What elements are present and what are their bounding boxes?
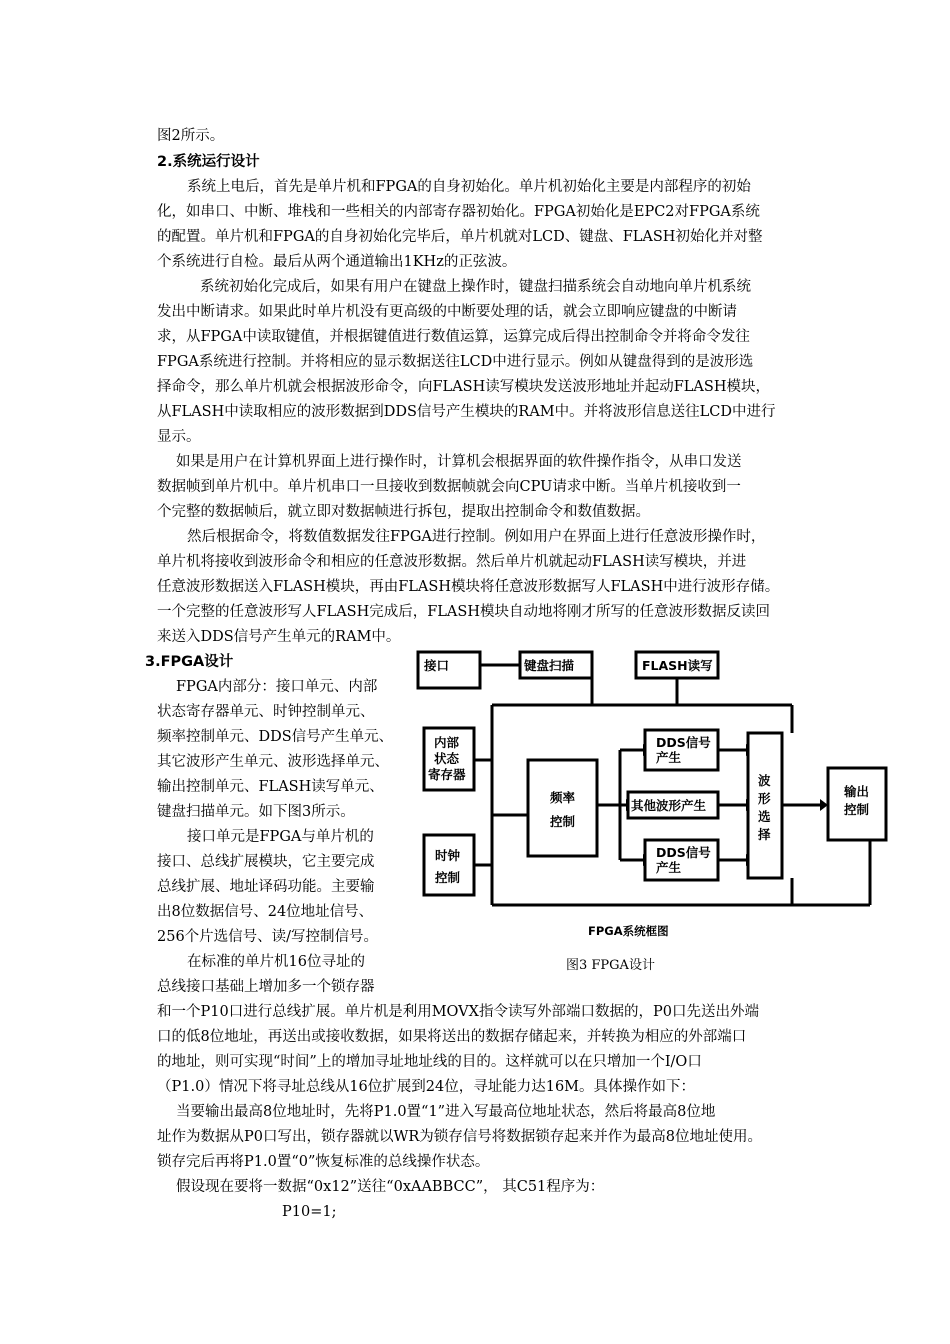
text-line: 显示。 <box>157 429 201 445</box>
text-line: 其它波形产生单元、波形选择单元、 <box>157 754 389 770</box>
text-line: 键盘扫描单元。如下图3所示。 <box>157 804 355 820</box>
text-line: （P1.0）情况下将寻址总线从16位扩展到24位，寻址能力达16M。具体操作如下： <box>157 1079 696 1095</box>
section-heading: 2.系统运行设计 <box>157 154 260 170</box>
text-line: 状态寄存器单元、时钟控制单元、 <box>157 704 375 720</box>
text-line: 化，如串口、中断、堆栈和一些相关的内部寄存器初始化。FPGA初始化是EPC2对FPGA系统 <box>157 204 760 220</box>
text-line: 址作为数据从P0口写出，锁存器就以WR为锁存信号将数据锁存起来并作为最高8位地址使用。 <box>157 1129 763 1145</box>
diagram-canvas <box>410 640 870 970</box>
block-clock-control <box>424 835 474 895</box>
svg-text:状态: 状态 <box>434 751 460 766</box>
text-line: 出8位数据信号、24位地址信号、 <box>157 904 374 920</box>
text-line: 假设现在要将一数据“0x12”送往“0xAABBCC”， 其C51程序为： <box>176 1179 605 1195</box>
svg-text:形: 形 <box>758 791 771 806</box>
block-status-register <box>424 728 474 790</box>
text-line: 的配置。单片机和FPGA的自身初始化完毕后，单片机就对LCD、键盘、FLASH初始化并对整 <box>157 229 763 245</box>
block-wave-select <box>748 733 782 878</box>
svg-text:时钟: 时钟 <box>435 848 461 863</box>
code-line: P10=1; <box>282 1204 337 1220</box>
svg-text:键盘扫描: 键盘扫描 <box>524 658 575 673</box>
svg-text:内部: 内部 <box>434 735 460 750</box>
text-line: 求，从FPGA中读取键值，并根据键值进行数值运算，运算完成后得出控制命令并将命令发往 <box>157 329 750 345</box>
section-heading: 3.FPGA设计 <box>145 654 234 670</box>
text-line: 如果是用户在计算机界面上进行操作时，计算机会根据界面的软件操作指令，从串口发送 <box>176 454 742 470</box>
svg-text:控制: 控制 <box>844 802 870 817</box>
text-line: 总线扩展、地址译码功能。主要输 <box>157 879 375 895</box>
block-dds-1 <box>645 730 718 770</box>
svg-text:DDS信号: DDS信号 <box>656 735 711 750</box>
text-line: 频率控制单元、DDS信号产生单元、 <box>157 729 394 745</box>
text-line: 系统上电后，首先是单片机和FPGA的自身初始化。单片机初始化主要是内部程序的初始 <box>187 179 751 195</box>
figure-caption: 图3 FPGA设计 <box>566 958 655 973</box>
text-line: 一个完整的任意波形写人FLASH完成后，FLASH模块自动地将刚才所写的任意波形数据反读回 <box>157 604 770 620</box>
text-line: 从FLASH中读取相应的波形数据到DDS信号产生模块的RAM中。并将波形信息送往LCD中进行 <box>157 404 776 420</box>
text-line: 单片机将接收到波形命令和相应的任意波形数据。然后单片机就起动FLASH读写模块，并进 <box>157 554 747 570</box>
text-line: 图2所示。 <box>157 128 225 144</box>
text-line: 总线接口基础上增加多一个锁存器 <box>157 979 375 995</box>
svg-text:控制: 控制 <box>550 814 576 829</box>
block-dds-2 <box>645 840 718 880</box>
text-line: 和一个P10口进行总线扩展。单片机是利用MOVX指令读写外部端口数据的，P0口先送出外端 <box>157 1004 759 1020</box>
svg-text:FLASH读写: FLASH读写 <box>642 658 713 673</box>
svg-text:选: 选 <box>758 809 771 824</box>
text-line: 输出控制单元、FLASH读写单元、 <box>157 779 384 795</box>
text-line: 个完整的数据帧后，就立即对数据帧进行拆包，提取出控制命令和数值数据。 <box>157 504 650 520</box>
svg-text:产生: 产生 <box>656 750 682 765</box>
text-line: FPGA系统进行控制。并将相应的显示数据送往LCD中进行显示。例如从键盘得到的是波形选 <box>157 354 754 370</box>
figure-title: FPGA系统框图 <box>588 924 669 938</box>
text-line: 口的低8位地址，再送出或接收数据，如果将送出的数据存储起来，并转换为相应的外部端口 <box>157 1029 747 1045</box>
fpga-block-diagram <box>410 640 870 970</box>
text-line: 接口、总线扩展模块，它主要完成 <box>157 854 375 870</box>
text-line: 的地址，则可实现“时间”上的增加寻址地址线的目的。这样就可以在只增加一个I/O口 <box>157 1054 702 1070</box>
svg-text:波: 波 <box>758 773 771 788</box>
block-flash-rw <box>636 652 718 678</box>
text-line: 锁存完后再将P1.0置“0”恢复标准的总线操作状态。 <box>157 1154 490 1170</box>
text-line: 256个片选信号、读/写控制信号。 <box>157 929 379 945</box>
block-output-control <box>828 768 886 840</box>
svg-text:产生: 产生 <box>656 860 682 875</box>
text-line: 数据帧到单片机中。单片机串口一旦接收到数据帧就会向CPU请求中断。当单片机接收到一 <box>157 479 741 495</box>
text-line: 个系统进行自检。最后从两个通道输出1KHz的正弦波。 <box>157 254 517 270</box>
text-line: 任意波形数据送入FLASH模块，再由FLASH模块将任意波形数据写人FLASH中进行波形存储。 <box>157 579 780 595</box>
svg-text:其他波形产生: 其他波形产生 <box>631 798 707 813</box>
text-line: FPGA内部分：接口单元、内部 <box>176 679 378 695</box>
text-line: 系统初始化完成后，如果有用户在键盘上操作时，键盘扫描系统会自动地向单片机系统 <box>200 279 751 295</box>
text-line: 当要输出最高8位地址时，先将P1.0置“1”进入写最高位地址状态，然后将最高8位地 <box>176 1104 716 1120</box>
block-interface <box>418 652 480 688</box>
text-line: 然后根据命令，将数值数据发往FPGA进行控制。例如用户在界面上进行任意波形操作时， <box>187 529 766 545</box>
block-other-wave <box>628 792 718 818</box>
svg-text:频率: 频率 <box>550 790 576 805</box>
svg-text:DDS信号: DDS信号 <box>656 845 711 860</box>
svg-text:择: 择 <box>758 827 771 842</box>
svg-text:接口: 接口 <box>424 658 450 673</box>
svg-text:输出: 输出 <box>844 784 870 799</box>
text-line: 发出中断请求。如果此时单片机没有更高级的中断要处理的话，就会立即响应键盘的中断请 <box>157 304 737 320</box>
text-line: 来送入DDS信号产生单元的RAM中。 <box>157 629 401 645</box>
svg-text:寄存器: 寄存器 <box>428 767 466 782</box>
block-freq-control <box>528 760 597 856</box>
text-line: 在标准的单片机16位寻址的 <box>187 954 365 970</box>
text-line: 择命令，那么单片机就会根据波形命令，向FLASH读写模块发送波形地址并起动FLASH模块， <box>157 379 770 395</box>
text-line: 接口单元是FPGA与单片机的 <box>187 829 374 845</box>
block-keyscan <box>520 652 592 678</box>
svg-text:控制: 控制 <box>435 870 461 885</box>
